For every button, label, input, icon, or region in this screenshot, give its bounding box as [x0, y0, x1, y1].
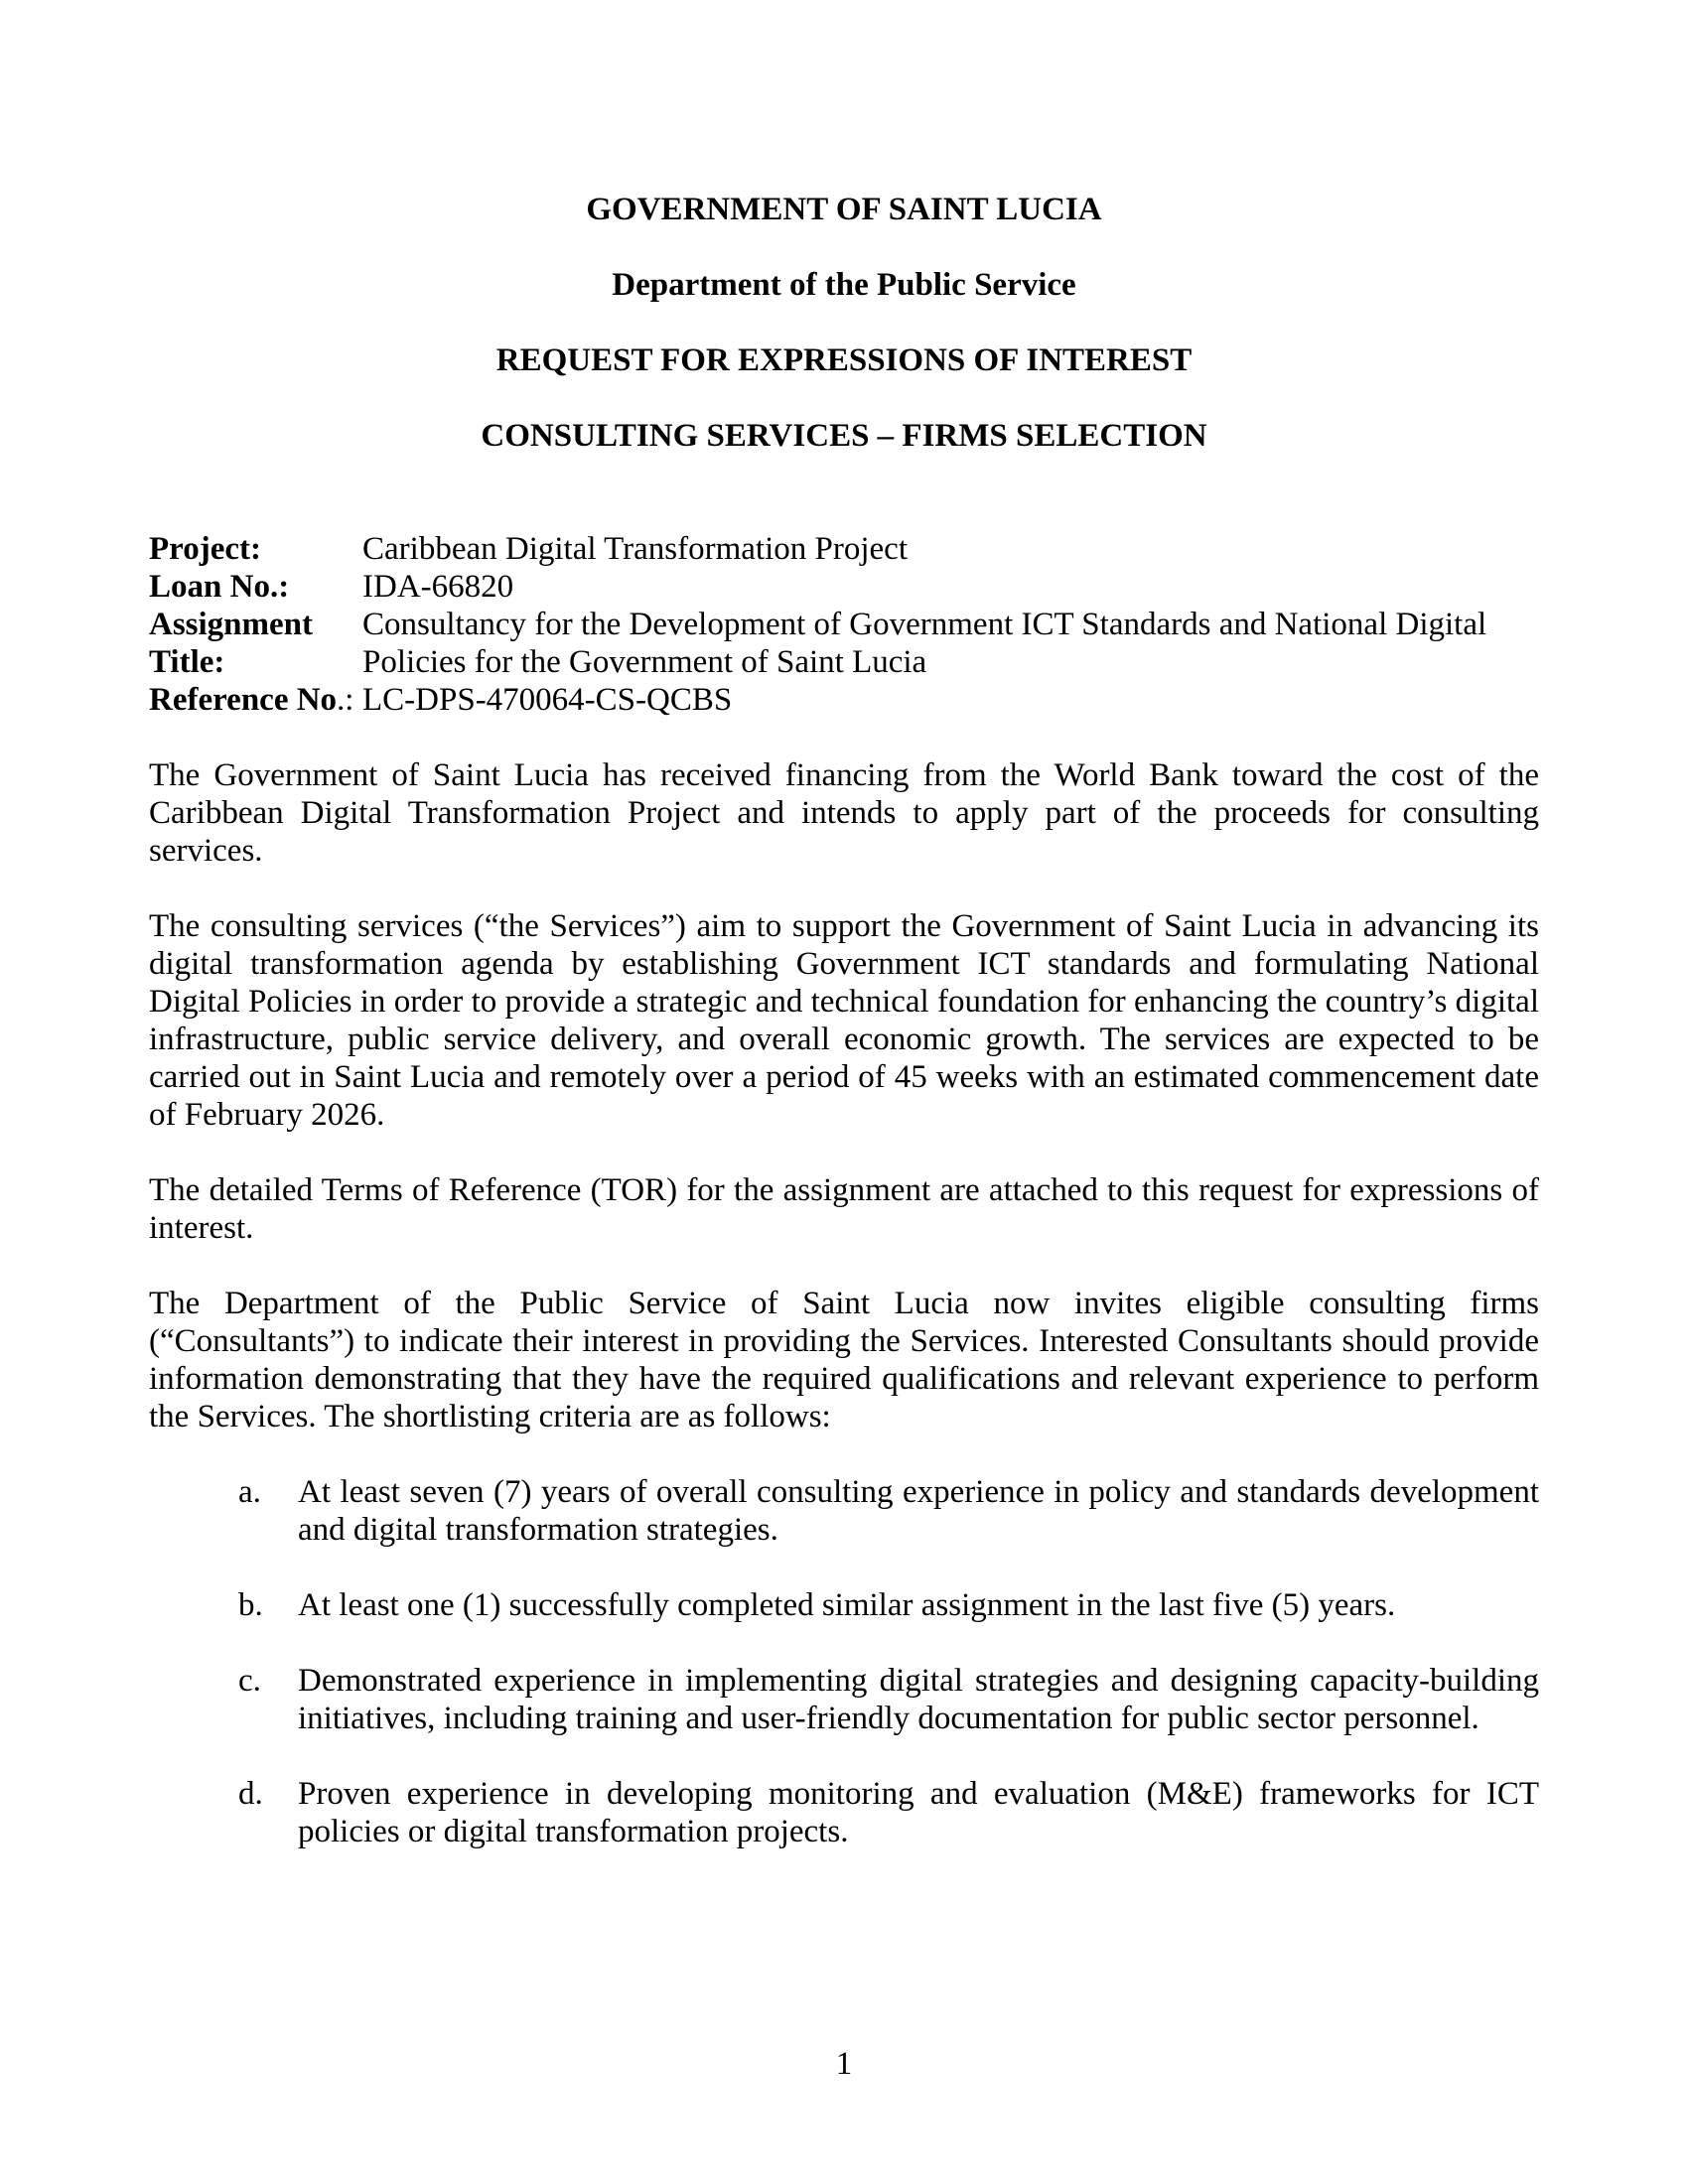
loan-no-label: Loan No.:: [149, 569, 290, 605]
criteria-item-c: [149, 1662, 1539, 1737]
paragraph-tor: The detailed Terms of Reference (TOR) for the assignment are attached to this request for expressions of interest.: [149, 1172, 1539, 1246]
criteria-text-c: Demonstrated experience in implementing digital strategies and designing capacity-building initiatives, including training and user-friendly documentation for public sector personnel.: [298, 1663, 1539, 1736]
criteria-marker-c: c.: [238, 1663, 261, 1699]
reference-no-label: Reference No.:: [149, 682, 354, 718]
doc-selection-type: CONSULTING SERVICES – FIRMS SELECTION: [481, 418, 1207, 454]
reference-no-value: LC-DPS-470064-CS-QCBS: [362, 682, 733, 718]
criteria-item-d: [149, 1775, 1539, 1850]
doc-department: Department of the Public Service: [612, 267, 1076, 303]
criteria-text-a: At least seven (7) years of overall consulting experience in policy and standards development and digital transformation strategies.: [298, 1474, 1539, 1548]
assignment-title-value: Consultancy for the Development of Government ICT Standards and National Digital Policies for the Government of Saint Lucia: [362, 607, 1487, 680]
loan-no-value: IDA-66820: [362, 569, 514, 605]
paragraph-services-scope: The consulting services (“the Services”) aim to support the Government of Saint Lucia in advancing its digital transformation agenda by establishing Government ICT standards and formulating National Digital Policies in order to provide a strategic and technical foundation for enhancing the country’s digital infrastructure, public service delivery, and overall economic growth. The services are expected to be carried out in Saint Lucia and remotely over a period of 45 weeks with an estimated commencement date of February 2026.: [149, 908, 1539, 1133]
paragraph-invitation: The Department of the Public Service of Saint Lucia now invites eligible consulting firms (“Consultants”) to indicate their interest in providing the Services. Interested Consultants should provide information demonstrating that they have the required qualifications and relevant experience to perform the Services. The shortlisting criteria are as follows:: [149, 1286, 1539, 1434]
paragraph-financing: The Government of Saint Lucia has received financing from the World Bank toward the cost of the Caribbean Digital Transformation Project and intends to apply part of the proceeds for consulting services.: [149, 757, 1539, 869]
doc-request-type: REQUEST FOR EXPRESSIONS OF INTEREST: [495, 342, 1193, 378]
criteria-item-a: [149, 1473, 1539, 1549]
criteria-marker-a: a.: [238, 1474, 261, 1510]
criteria-text-d: Proven experience in developing monitoring and evaluation (M&E) frameworks for ICT policies or digital transformation projects.: [298, 1776, 1539, 1849]
assignment-title-label: Assignment Title:: [149, 607, 314, 680]
criteria-marker-b: b.: [238, 1587, 263, 1623]
project-info-table: [149, 530, 1539, 719]
document-header: [149, 191, 1539, 455]
criteria-marker-d: d.: [238, 1776, 263, 1812]
project-label: Project:: [149, 531, 261, 567]
criteria-item-b: [149, 1586, 1539, 1624]
project-value: Caribbean Digital Transformation Project: [362, 531, 908, 567]
shortlisting-criteria-list: [149, 1473, 1539, 1850]
criteria-text-b: At least one (1) successfully completed similar assignment in the last five (5) years.: [298, 1587, 1396, 1623]
doc-title: GOVERNMENT OF SAINT LUCIA: [586, 192, 1102, 227]
page-number: 1: [835, 2046, 853, 2082]
